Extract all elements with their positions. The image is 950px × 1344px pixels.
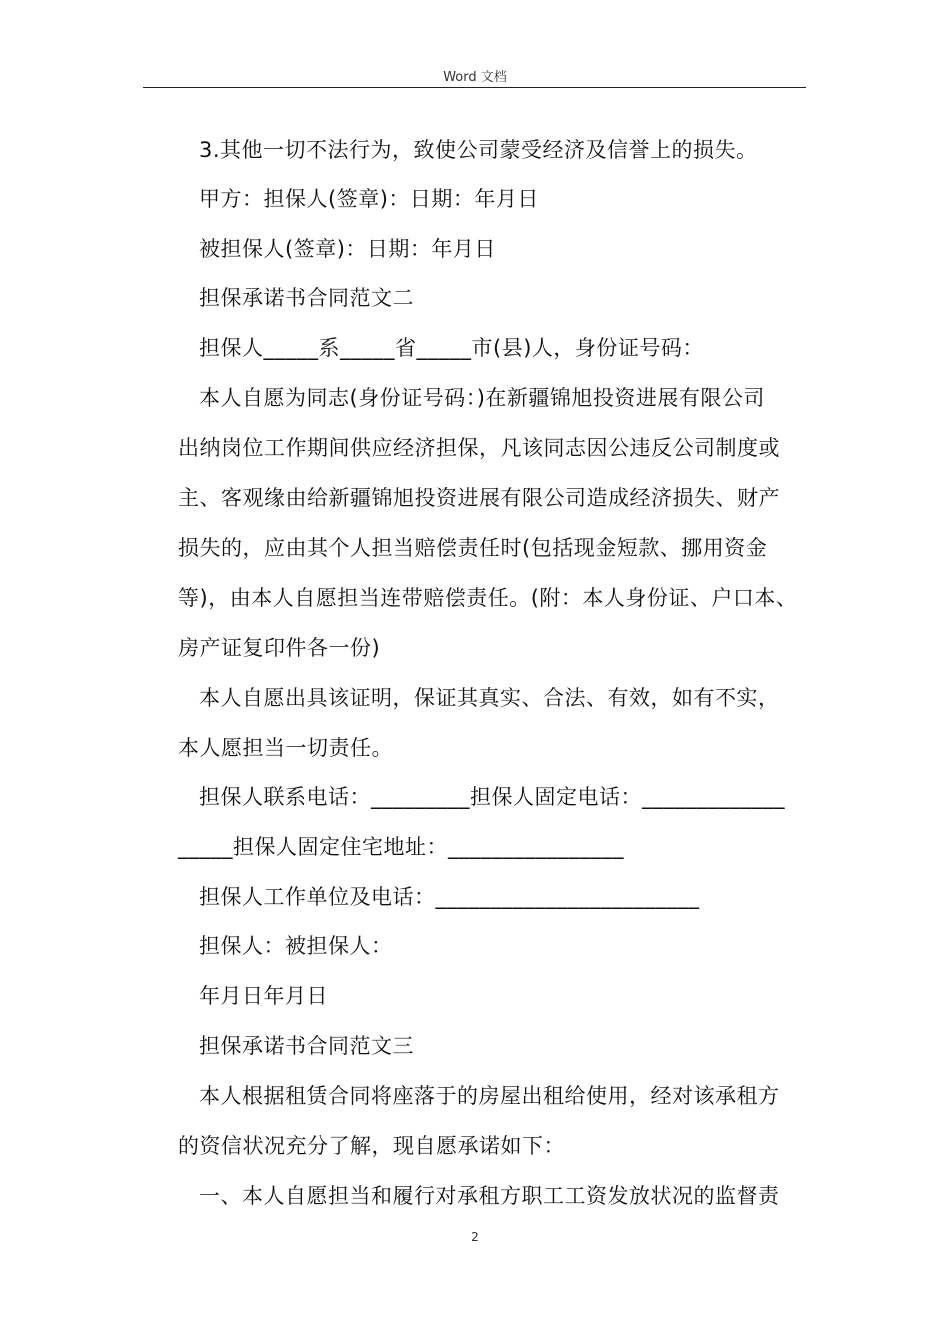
body-line: 一、本人自愿担当和履行对承租方职工工资发放状况的监督责 <box>199 1184 780 1208</box>
body-line: 担保人联系电话：_________担保人固定电话：_____________ <box>199 785 785 809</box>
body-line: 3.其他一切不法行为，致使公司蒙受经济及信誉上的损失。 <box>199 138 758 162</box>
body-line: 年月日年月日 <box>199 984 328 1008</box>
body-line: 担保人工作单位及电话：________________________ <box>199 885 700 909</box>
body-line: 被担保人(签章)：日期：年月日 <box>199 237 496 261</box>
body-line: 本人根据租赁合同将座落于的房屋出租给使用，经对该承租方 <box>199 1084 780 1108</box>
body-line: 本人自愿出具该证明，保证其真实、合法、有效，如有不实， <box>199 686 780 710</box>
section-heading: 担保承诺书合同范文三 <box>199 1034 414 1058</box>
body-line: 担保人_____系_____省_____市(县)人，身份证号码： <box>199 336 704 360</box>
page-header-title: Word 文档 <box>443 70 507 85</box>
body-line: 出纳岗位工作期间供应经济担保，凡该同志因公违反公司制度或 <box>178 436 780 460</box>
body-line: 甲方：担保人(签章)：日期：年月日 <box>199 187 539 211</box>
header-divider <box>143 87 806 88</box>
body-line: 房产证复印件各一份) <box>178 636 381 660</box>
section-heading: 担保承诺书合同范文二 <box>199 286 414 310</box>
body-line: 本人愿担当一切责任。 <box>178 736 393 760</box>
body-line: _____担保人固定住宅地址：________________ <box>178 835 624 859</box>
body-line: 担保人：被担保人： <box>199 934 393 958</box>
body-line: 等)，由本人自愿担当连带赔偿责任。(附：本人身份证、户口本、 <box>178 586 798 610</box>
body-line: 的资信状况充分了解，现自愿承诺如下： <box>178 1134 565 1158</box>
body-line: 损失的，应由其个人担当赔偿责任时(包括现金短款、挪用资金 <box>178 536 768 560</box>
page-number: 2 <box>471 1230 479 1244</box>
body-line: 主、客观缘由给新疆锦旭投资进展有限公司造成经济损失、财产 <box>178 486 780 510</box>
body-line: 本人自愿为同志(身份证号码：)在新疆锦旭投资进展有限公司 <box>199 386 765 410</box>
